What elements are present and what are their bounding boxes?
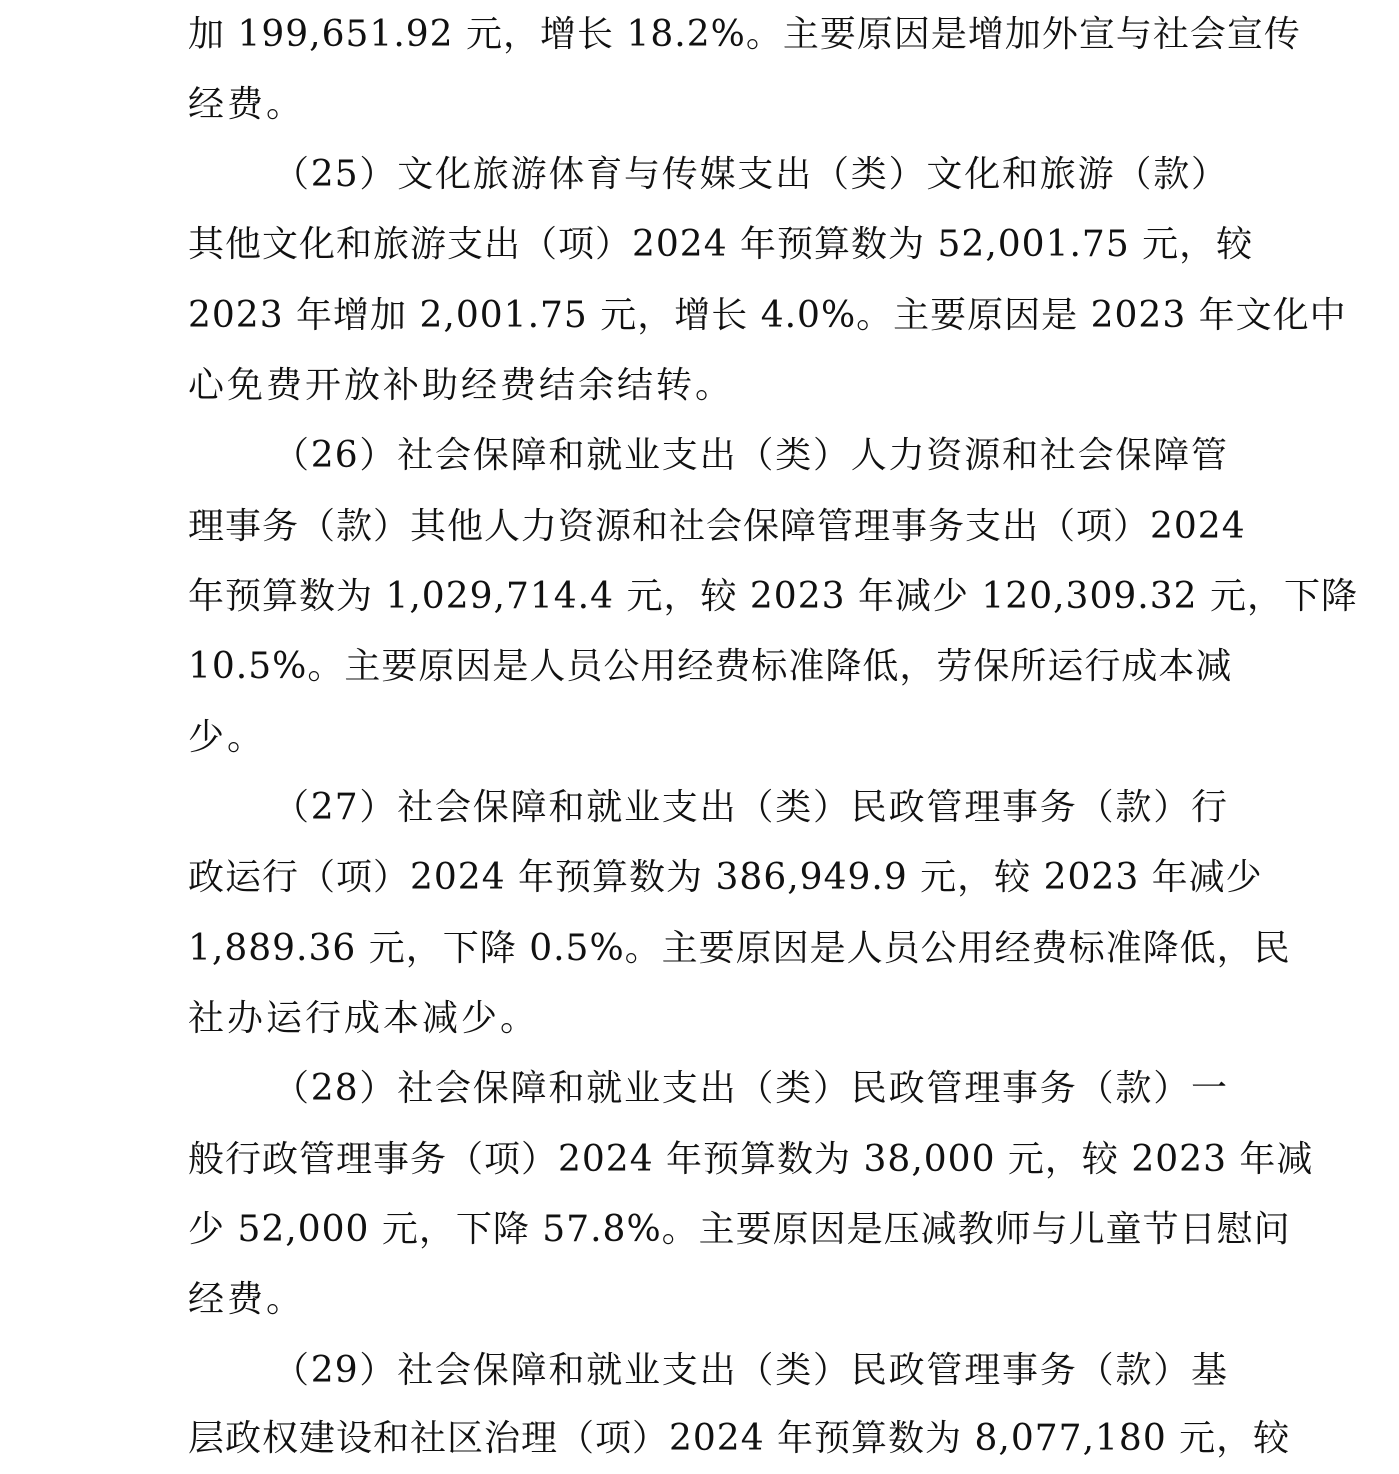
text-line: 年预算数为 1,029,714.4 元，较 2023 年减少 120,309.32 元，下降 [188, 576, 1358, 617]
paragraph-27-heading: （27）社会保障和就业支出（类）民政管理事务（款）行 [273, 787, 1228, 828]
text-line: 心免费开放补助经费结余结转。 [188, 365, 735, 406]
paragraph-25-heading: （25）文化旅游体育与传媒支出（类）文化和旅游（款） [273, 154, 1228, 195]
text-line: 政运行（项）2024 年预算数为 386,949.9 元，较 2023 年减少 [188, 857, 1263, 898]
text-line: 1,889.36 元，下降 0.5%。主要原因是人员公用经费标准降低，民 [188, 928, 1291, 969]
paragraph-28-heading: （28）社会保障和就业支出（类）民政管理事务（款）一 [273, 1068, 1228, 1109]
text-line: 经费。 [188, 1279, 306, 1320]
text-line: 加 199,651.92 元，增长 18.2%。主要原因是增加外宣与社会宣传 [188, 14, 1301, 55]
paragraph-26-heading: （26）社会保障和就业支出（类）人力资源和社会保障管 [273, 435, 1228, 476]
paragraph-29-heading: （29）社会保障和就业支出（类）民政管理事务（款）基 [273, 1350, 1228, 1391]
text-line: 10.5%。主要原因是人员公用经费标准降低，劳保所运行成本减 [188, 646, 1233, 687]
text-line: 社办运行成本减少。 [188, 998, 540, 1039]
text-line: 层政权建设和社区治理（项）2024 年预算数为 8,077,180 元，较 [188, 1418, 1291, 1459]
text-line: 经费。 [188, 84, 306, 125]
text-line: 般行政管理事务（项）2024 年预算数为 38,000 元，较 2023 年减 [188, 1139, 1314, 1180]
text-line: 其他文化和旅游支出（项）2024 年预算数为 52,001.75 元，较 [188, 224, 1254, 265]
text-line: 2023 年增加 2,001.75 元，增长 4.0%。主要原因是 2023 年文化中 [188, 295, 1347, 336]
text-line: 理事务（款）其他人力资源和社会保障管理事务支出（项）2024 [188, 506, 1246, 547]
text-line: 少 52,000 元，下降 57.8%。主要原因是压减教师与儿童节日慰问 [188, 1209, 1291, 1250]
text-line: 少。 [188, 717, 267, 758]
